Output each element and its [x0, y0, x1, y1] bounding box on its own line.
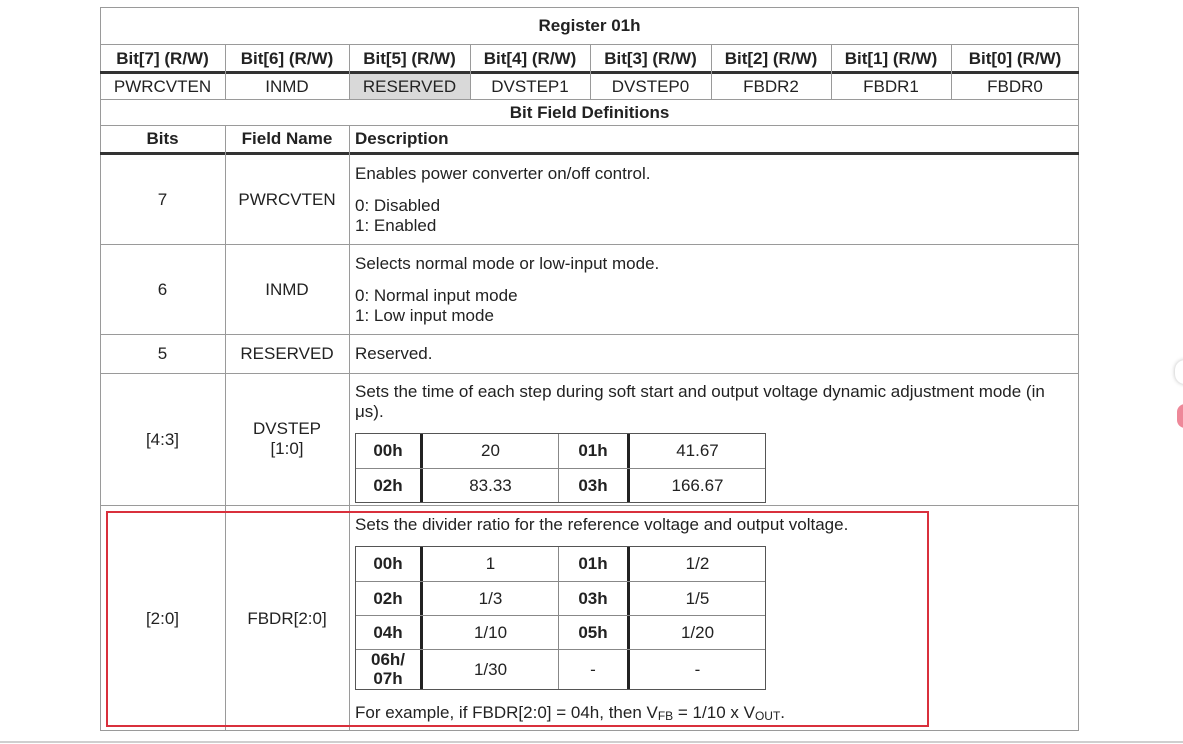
dvstep-value-table — [355, 433, 766, 503]
bit-name-0: FBDR0 — [987, 77, 1043, 96]
fbdr-code: 03h — [578, 588, 608, 608]
row5-bits: 5 — [157, 344, 168, 363]
bit-name-4: DVSTEP1 — [491, 77, 569, 96]
divider — [100, 244, 1079, 245]
dvstep-code: 03h — [578, 476, 608, 495]
definitions-title: Bit Field Definitions — [509, 103, 670, 122]
bit-name-2: FBDR2 — [743, 77, 799, 96]
divider — [590, 45, 591, 100]
bit-name-1: FBDR1 — [863, 77, 919, 96]
fbdr-code: 05h — [578, 622, 608, 642]
bit-name-3: DVSTEP0 — [611, 77, 690, 96]
divider — [831, 45, 832, 100]
row6-field: INMD — [265, 280, 309, 299]
fbdr-ratio: 1/5 — [685, 588, 710, 608]
dvstep-value: 166.67 — [671, 476, 724, 495]
fbdr-ratio: 1/2 — [685, 554, 710, 573]
fbdr-ratio: 1/30 — [473, 660, 508, 679]
bit-header-3: Bit[3] (R/W) — [604, 49, 697, 68]
divider — [225, 45, 226, 100]
row6-description: Selects normal mode or low-input mode. — [355, 254, 660, 273]
divider — [100, 334, 1079, 335]
fbdr-code: 06h/ — [370, 650, 406, 669]
page-bottom-edge — [0, 741, 1183, 743]
row43-field: DVSTEP — [252, 419, 322, 438]
row5-description: Reserved. — [355, 344, 433, 363]
bit-header-6: Bit[6] (R/W) — [240, 49, 334, 68]
fbdr-ratio: 1/20 — [680, 622, 715, 642]
fbdr-ratio: - — [694, 660, 701, 679]
header-bits: Bits — [146, 129, 179, 148]
dvstep-value: 41.67 — [676, 441, 719, 460]
dvstep-value: 83.33 — [469, 476, 512, 495]
fbdr-ratio: 1 — [485, 554, 496, 573]
divider — [349, 126, 350, 731]
bit-name-6: INMD — [265, 77, 309, 96]
row20-field: FBDR[2:0] — [247, 609, 327, 628]
fbdr-ratio: 1/10 — [473, 622, 508, 642]
row5-field: RESERVED — [240, 344, 334, 363]
bit-name-5: RESERVED — [362, 77, 457, 96]
row7-option-1: 1: Enabled — [355, 216, 437, 235]
row7-description: Enables power converter on/off control. — [355, 164, 651, 183]
divider — [470, 45, 471, 100]
row7-option-0: 0: Disabled — [355, 196, 441, 215]
bit-header-7: Bit[7] (R/W) — [116, 49, 209, 68]
row6-option-1: 1: Low input mode — [355, 306, 494, 325]
divider — [711, 45, 712, 100]
header-description: Description — [355, 129, 449, 148]
fbdr-code-extra: 07h — [373, 669, 403, 688]
fbdr-code: - — [590, 660, 596, 679]
row43-description: Sets the time of each step during soft start and output voltage dynamic adjustment mode (in μs). — [355, 382, 1045, 421]
side-badge-icon[interactable] — [1177, 404, 1183, 428]
dvstep-code: 01h — [578, 441, 608, 460]
side-handle-icon[interactable] — [1175, 360, 1183, 384]
row43-field-range: [1:0] — [270, 439, 304, 458]
row6-option-0: 0: Normal input mode — [355, 286, 518, 305]
row7-bits: 7 — [157, 190, 168, 209]
divider — [100, 125, 1079, 126]
fbdr-value-table — [355, 546, 766, 690]
row20-example: For example, if FBDR[2:0] = 04h, then $V_{FB} = 1/10$ x $V_{OUT}$. — [355, 703, 786, 723]
fbdr-ratio: 1/3 — [478, 588, 503, 608]
dvstep-code: 02h — [373, 476, 403, 495]
divider — [951, 45, 952, 100]
bit-name-7: PWRCVTEN — [113, 77, 212, 96]
divider — [100, 152, 1079, 155]
fbdr-code: 01h — [578, 554, 608, 573]
dvstep-code: 00h — [373, 441, 403, 460]
divider — [349, 45, 350, 100]
divider — [100, 373, 1079, 374]
header-field-name: Field Name — [241, 129, 333, 148]
row7-field: PWRCVTEN — [238, 190, 336, 209]
row6-bits: 6 — [157, 280, 168, 299]
divider — [100, 99, 1079, 100]
bit-header-5: Bit[5] (R/W) — [363, 49, 456, 68]
bit-header-1: Bit[1] (R/W) — [844, 49, 938, 68]
row43-bits: [4:3] — [145, 430, 180, 449]
bit-header-4: Bit[4] (R/W) — [483, 49, 577, 68]
dvstep-value: 20 — [481, 441, 500, 460]
row20-bits: [2:0] — [145, 609, 180, 628]
bit-header-0: Bit[0] (R/W) — [968, 49, 1062, 68]
fbdr-code: 04h — [373, 622, 403, 642]
fbdr-code: 00h — [373, 554, 403, 573]
row20-description: Sets the divider ratio for the reference voltage and output voltage. — [355, 515, 849, 534]
bit-header-2: Bit[2] (R/W) — [724, 49, 818, 68]
register-title: Register 01h — [538, 16, 641, 35]
divider — [100, 505, 1079, 506]
fbdr-code: 02h — [373, 588, 403, 608]
